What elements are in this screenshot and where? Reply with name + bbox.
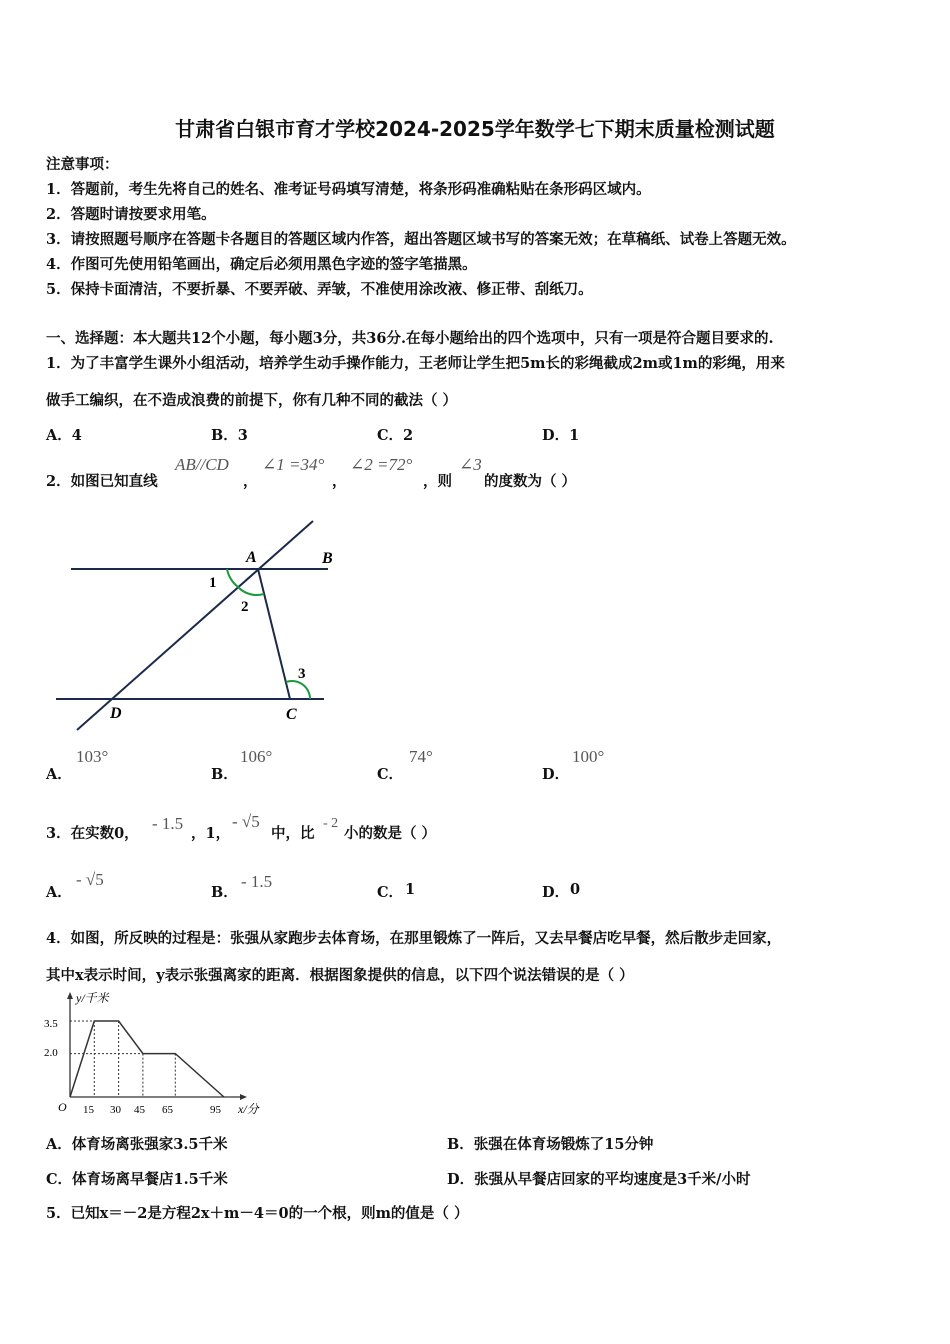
- x-tick-label: 65: [162, 1104, 173, 1116]
- label-d: D: [110, 705, 122, 722]
- q2-formula-angle2: ∠2 =72°: [350, 455, 413, 474]
- q2-option-a-letter: A．: [46, 766, 72, 783]
- q3-mid: ，1，: [191, 825, 231, 842]
- q2-option-c-value: 74°: [409, 747, 433, 766]
- q3-mid: 中，比: [271, 825, 315, 842]
- q3-option-a-value: - √5: [76, 870, 104, 889]
- q3-formula-3: - 2: [323, 816, 339, 831]
- q2-option-c-letter: C．: [377, 766, 404, 783]
- q4-text-line1: 4．如图，所反映的过程是：张强从家跑步去体育场，在那里锻炼了一阵后，又去早餐店吃早餐，然后散步走回家，: [46, 930, 782, 947]
- q4-text-line2: 其中x表示时间，y表示张强离家的距离．根据图象提供的信息，以下四个说法错误的是（ ）: [46, 967, 634, 984]
- label-angle-1: 1: [209, 575, 217, 591]
- q3-suffix: 小的数是（ ）: [344, 825, 437, 842]
- q3-option-b-value: - 1.5: [241, 872, 273, 891]
- x-tick-label: 45: [134, 1104, 145, 1116]
- q3-option-c-letter: C．: [377, 884, 404, 901]
- y-tick-label: 3.5: [44, 1018, 58, 1030]
- q4-option-b: B．张强在体育场锻炼了15分钟: [447, 1136, 654, 1153]
- q1-option-d: D．1: [542, 427, 580, 444]
- label-a: A: [246, 549, 257, 566]
- label-angle-3: 3: [298, 666, 306, 682]
- q5-text: 5．已知x＝－2是方程2x＋m－4＝0的一个根，则m的值是（ ）: [46, 1205, 469, 1222]
- notice-item: 2．答题时请按要求用笔。: [46, 206, 216, 223]
- label-b: B: [322, 550, 333, 567]
- guide-lines: [70, 1021, 175, 1097]
- q3-option-d-letter: D．: [542, 884, 570, 901]
- q1-option-b: B．3: [211, 427, 248, 444]
- q2-geometry-figure: [40, 510, 360, 745]
- q2-formula-angle1: ∠1 =34°: [262, 455, 325, 474]
- q4-distance-time-graph: [40, 990, 280, 1120]
- q2-sep: ，: [332, 473, 347, 490]
- q2-sep: ，则: [423, 473, 452, 490]
- q2-option-b-value: 106°: [240, 747, 273, 766]
- distance-line: [70, 1021, 224, 1097]
- y-axis-label: y/千米: [76, 991, 109, 1005]
- x-axis-arrow: [240, 1094, 247, 1100]
- q2-formula-angle3: ∠3: [459, 455, 482, 474]
- x-tick-label: 95: [210, 1104, 221, 1116]
- q4-option-c: C．体育场离早餐店1.5千米: [46, 1171, 228, 1188]
- q2-option-d-letter: D．: [542, 766, 570, 783]
- q3-option-a-letter: A．: [46, 884, 72, 901]
- label-angle-2: 2: [241, 599, 249, 615]
- y-axis-arrow: [67, 992, 73, 999]
- q4-option-a: A．体育场离张强家3.5千米: [46, 1136, 228, 1153]
- x-tick-label: 15: [83, 1104, 94, 1116]
- line-ac: [258, 569, 290, 699]
- notice-heading: 注意事项：: [46, 156, 119, 173]
- label-c: C: [286, 706, 297, 723]
- angle-1-arc: [227, 569, 238, 587]
- notice-item: 5．保持卡面清洁，不要折暴、不要弄破、弄皱，不准使用涂改液、修正带、刮纸刀。: [46, 281, 593, 298]
- q2-formula-parallel: AB//CD: [175, 455, 229, 474]
- q3-formula-2: - √5: [232, 812, 260, 831]
- q2-option-b-letter: B．: [211, 766, 238, 783]
- q2-option-d-value: 100°: [572, 747, 605, 766]
- q1-option-c: C．2: [377, 427, 414, 444]
- q2-suffix: 的度数为（ ）: [484, 473, 577, 490]
- q3-prefix: 3．在实数0，: [46, 825, 139, 842]
- q3-option-b-letter: B．: [211, 884, 238, 901]
- q1-text-line2: 做手工编织，在不造成浪费的前提下，你有几种不同的截法（ ）: [46, 392, 458, 409]
- q3-option-c-value: 1: [405, 881, 416, 898]
- origin-label: O: [58, 1100, 67, 1114]
- y-tick-label: 2.0: [44, 1047, 58, 1059]
- q2-option-a-value: 103°: [76, 747, 109, 766]
- q2-sep: ，: [243, 473, 258, 490]
- notice-item: 4．作图可先使用铅笔画出，确定后必须用黑色字迹的签字笔描黑。: [46, 256, 477, 273]
- q2-prefix: 2．如图已知直线: [46, 473, 158, 490]
- q3-formula-1: - 1.5: [152, 814, 184, 833]
- q4-option-d: D．张强从早餐店回家的平均速度是3千米/小时: [447, 1171, 751, 1188]
- notice-item: 1．答题前，考生先将自己的姓名、准考证号码填写清楚，将条形码准确粘贴在条形码区域内。: [46, 181, 651, 198]
- notice-item: 3．请按照题号顺序在答题卡各题目的答题区域内作答，超出答题区域书写的答案无效；在草稿纸、试卷上答题无效。: [46, 231, 796, 248]
- section-heading: 一、选择题：本大题共12个小题，每小题3分，共36分.在每小题给出的四个选项中，只有一项是符合题目要求的.: [46, 330, 774, 347]
- angle-2-arc: [238, 587, 264, 595]
- q1-option-a: A．4: [46, 427, 82, 444]
- q1-text-line1: 1．为了丰富学生课外小组活动，培养学生动手操作能力，王老师让学生把5m长的彩绳截成2m或1m的彩绳，用来: [46, 355, 785, 372]
- page-title: 甘肃省白银市育才学校2024-2025学年数学七下期末质量检测试题: [175, 117, 775, 141]
- q3-option-d-value: 0: [570, 881, 581, 898]
- x-tick-label: 30: [110, 1104, 121, 1116]
- x-axis-label: x/分: [238, 1102, 259, 1116]
